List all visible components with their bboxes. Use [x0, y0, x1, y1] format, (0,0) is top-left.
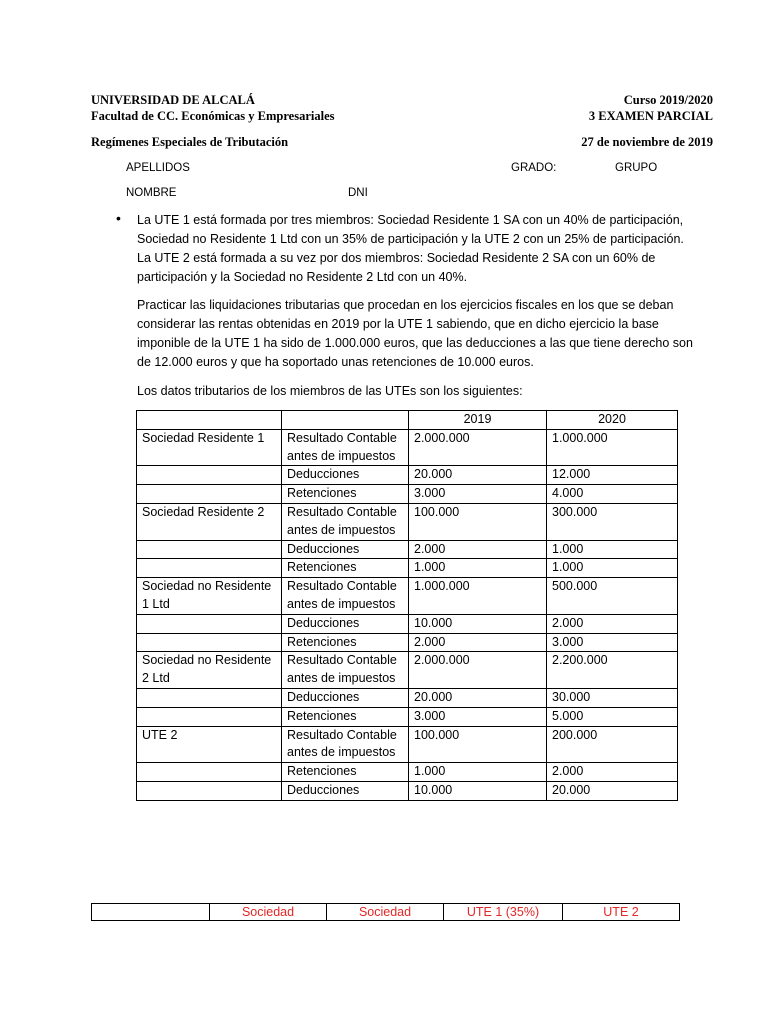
- table-cell: 3.000: [547, 633, 678, 652]
- table-cell: 30.000: [547, 688, 678, 707]
- table-cell: Resultado Contable antes de impuestos: [282, 503, 409, 540]
- grupo-label: GRUPO: [615, 162, 658, 174]
- table-cell: [137, 614, 282, 633]
- table-row: [137, 429, 678, 466]
- table-row: [137, 781, 678, 800]
- table-row: [137, 503, 678, 540]
- table-cell: 1.000: [547, 559, 678, 578]
- table-cell: 20.000: [409, 688, 547, 707]
- table-cell: Resultado Contable antes de impuestos: [282, 429, 409, 466]
- paragraph-data-intro: Los datos tributarios de los miembros de las UTEs son los siguientes:: [137, 384, 523, 398]
- university-name: UNIVERSIDAD DE ALCALÁ: [91, 93, 255, 107]
- table-cell: Deducciones: [282, 781, 409, 800]
- answer-cell-0: [92, 904, 210, 921]
- grado-label: GRADO:: [511, 162, 557, 174]
- exam-title: 3 EXAMEN PARCIAL: [588, 109, 713, 123]
- table-cell: [137, 485, 282, 504]
- answer-cell-ute2: UTE 2: [563, 904, 680, 921]
- table-cell: 2.000: [547, 614, 678, 633]
- table-cell: 1.000.000: [547, 429, 678, 466]
- paragraph-ute-description: La UTE 1 está formada por tres miembros: Sociedad Residente 1 SA con un 40% de participación, Sociedad no Residente 1 Ltd con un 35% de participación y la UTE 2 con un 25% de participación. La UTE 2 está formada a su vez por dos miembros: Sociedad Residente 2 SA con un 60% de participación y la Sociedad no Residente 2 Ltd con un 40%.: [137, 213, 684, 284]
- answer-table: [91, 903, 680, 921]
- table-row: [137, 540, 678, 559]
- table-cell: 100.000: [409, 503, 547, 540]
- table-cell: 5.000: [547, 707, 678, 726]
- table-row: [137, 466, 678, 485]
- answer-cell-ute1: UTE 1 (35%): [444, 904, 563, 921]
- table-row: [137, 578, 678, 615]
- table-row: [137, 559, 678, 578]
- table-cell: 100.000: [409, 726, 547, 763]
- dni-label: DNI: [348, 187, 368, 199]
- table-cell: 10.000: [409, 781, 547, 800]
- table-cell: UTE 2: [137, 726, 282, 763]
- nombre-label: NOMBRE: [126, 187, 177, 199]
- subject-title: Regímenes Especiales de Tributación: [91, 135, 289, 149]
- table-cell: 20.000: [409, 466, 547, 485]
- table-cell: Deducciones: [282, 614, 409, 633]
- table-cell: 2.000: [547, 763, 678, 782]
- table-cell: [137, 688, 282, 707]
- table-cell: 2.000: [409, 540, 547, 559]
- table-cell: Retenciones: [282, 633, 409, 652]
- answer-cell-sociedad-2: Sociedad: [327, 904, 444, 921]
- table-cell: Resultado Contable antes de impuestos: [282, 726, 409, 763]
- table-cell: Retenciones: [282, 763, 409, 782]
- table-cell: 4.000: [547, 485, 678, 504]
- header-cell-empty-1: [137, 411, 282, 430]
- table-cell: 300.000: [547, 503, 678, 540]
- table-cell: [137, 466, 282, 485]
- exam-date: 27 de noviembre de 2019: [581, 135, 713, 149]
- table-cell: [137, 540, 282, 559]
- table-row: [137, 707, 678, 726]
- table-cell: 2.000: [409, 633, 547, 652]
- table-row: [137, 485, 678, 504]
- header-year-2019: 2019: [409, 411, 547, 430]
- header-row-3: [91, 135, 713, 150]
- course-year: Curso 2019/2020: [623, 93, 713, 107]
- answer-table-row: [92, 904, 680, 921]
- table-cell: 2.200.000: [547, 652, 678, 689]
- table-cell: Retenciones: [282, 485, 409, 504]
- table-cell: Retenciones: [282, 559, 409, 578]
- table-cell: 200.000: [547, 726, 678, 763]
- header-year-2020: 2020: [547, 411, 678, 430]
- table-cell: 3.000: [409, 485, 547, 504]
- header-row-1: [91, 93, 713, 108]
- table-cell: 1.000.000: [409, 578, 547, 615]
- tax-data-table: [136, 410, 678, 801]
- bullet-icon: •: [116, 210, 121, 226]
- table-cell: [137, 633, 282, 652]
- table-cell: Sociedad no Residente 1 Ltd: [137, 578, 282, 615]
- table-cell: [137, 559, 282, 578]
- table-row: [137, 633, 678, 652]
- table-row: [137, 763, 678, 782]
- table-row: [137, 726, 678, 763]
- table-cell: Retenciones: [282, 707, 409, 726]
- table-cell: [137, 707, 282, 726]
- table-cell: 20.000: [547, 781, 678, 800]
- table-cell: 1.000: [547, 540, 678, 559]
- table-row: [137, 614, 678, 633]
- table-cell: Deducciones: [282, 540, 409, 559]
- answer-cell-sociedad-1: Sociedad: [210, 904, 327, 921]
- table-cell: 500.000: [547, 578, 678, 615]
- table-cell: [137, 763, 282, 782]
- table-cell: Sociedad no Residente 2 Ltd: [137, 652, 282, 689]
- header-cell-empty-2: [282, 411, 409, 430]
- table-cell: Resultado Contable antes de impuestos: [282, 578, 409, 615]
- table-cell: 1.000: [409, 559, 547, 578]
- table-cell: [137, 781, 282, 800]
- table-cell: 10.000: [409, 614, 547, 633]
- table-row: [137, 688, 678, 707]
- apellidos-label: APELLIDOS: [126, 162, 190, 174]
- table-cell: Sociedad Residente 1: [137, 429, 282, 466]
- table-cell: Deducciones: [282, 466, 409, 485]
- table-cell: Deducciones: [282, 688, 409, 707]
- table-cell: 1.000: [409, 763, 547, 782]
- paragraph-instructions: Practicar las liquidaciones tributarias que procedan en los ejercicios fiscales en los que se deban considerar las rentas obtenidas en 2019 por la UTE 1 sabiendo, que en dicho ejercicio la base imponible de la UTE 1 ha sido de 1.000.000 euros, que las deducciones a las que tiene derecho son de 12.000 euros y que ha soportado unas retenciones de 10.000 euros.: [137, 298, 693, 369]
- faculty-name: Facultad de CC. Económicas y Empresariales: [91, 109, 335, 123]
- table-row: [137, 652, 678, 689]
- table-cell: Resultado Contable antes de impuestos: [282, 652, 409, 689]
- table-cell: 3.000: [409, 707, 547, 726]
- table-header-row: [137, 411, 678, 430]
- header-row-2: [91, 109, 713, 124]
- table-cell: Sociedad Residente 2: [137, 503, 282, 540]
- table-cell: 12.000: [547, 466, 678, 485]
- table-cell: 2.000.000: [409, 652, 547, 689]
- table-cell: 2.000.000: [409, 429, 547, 466]
